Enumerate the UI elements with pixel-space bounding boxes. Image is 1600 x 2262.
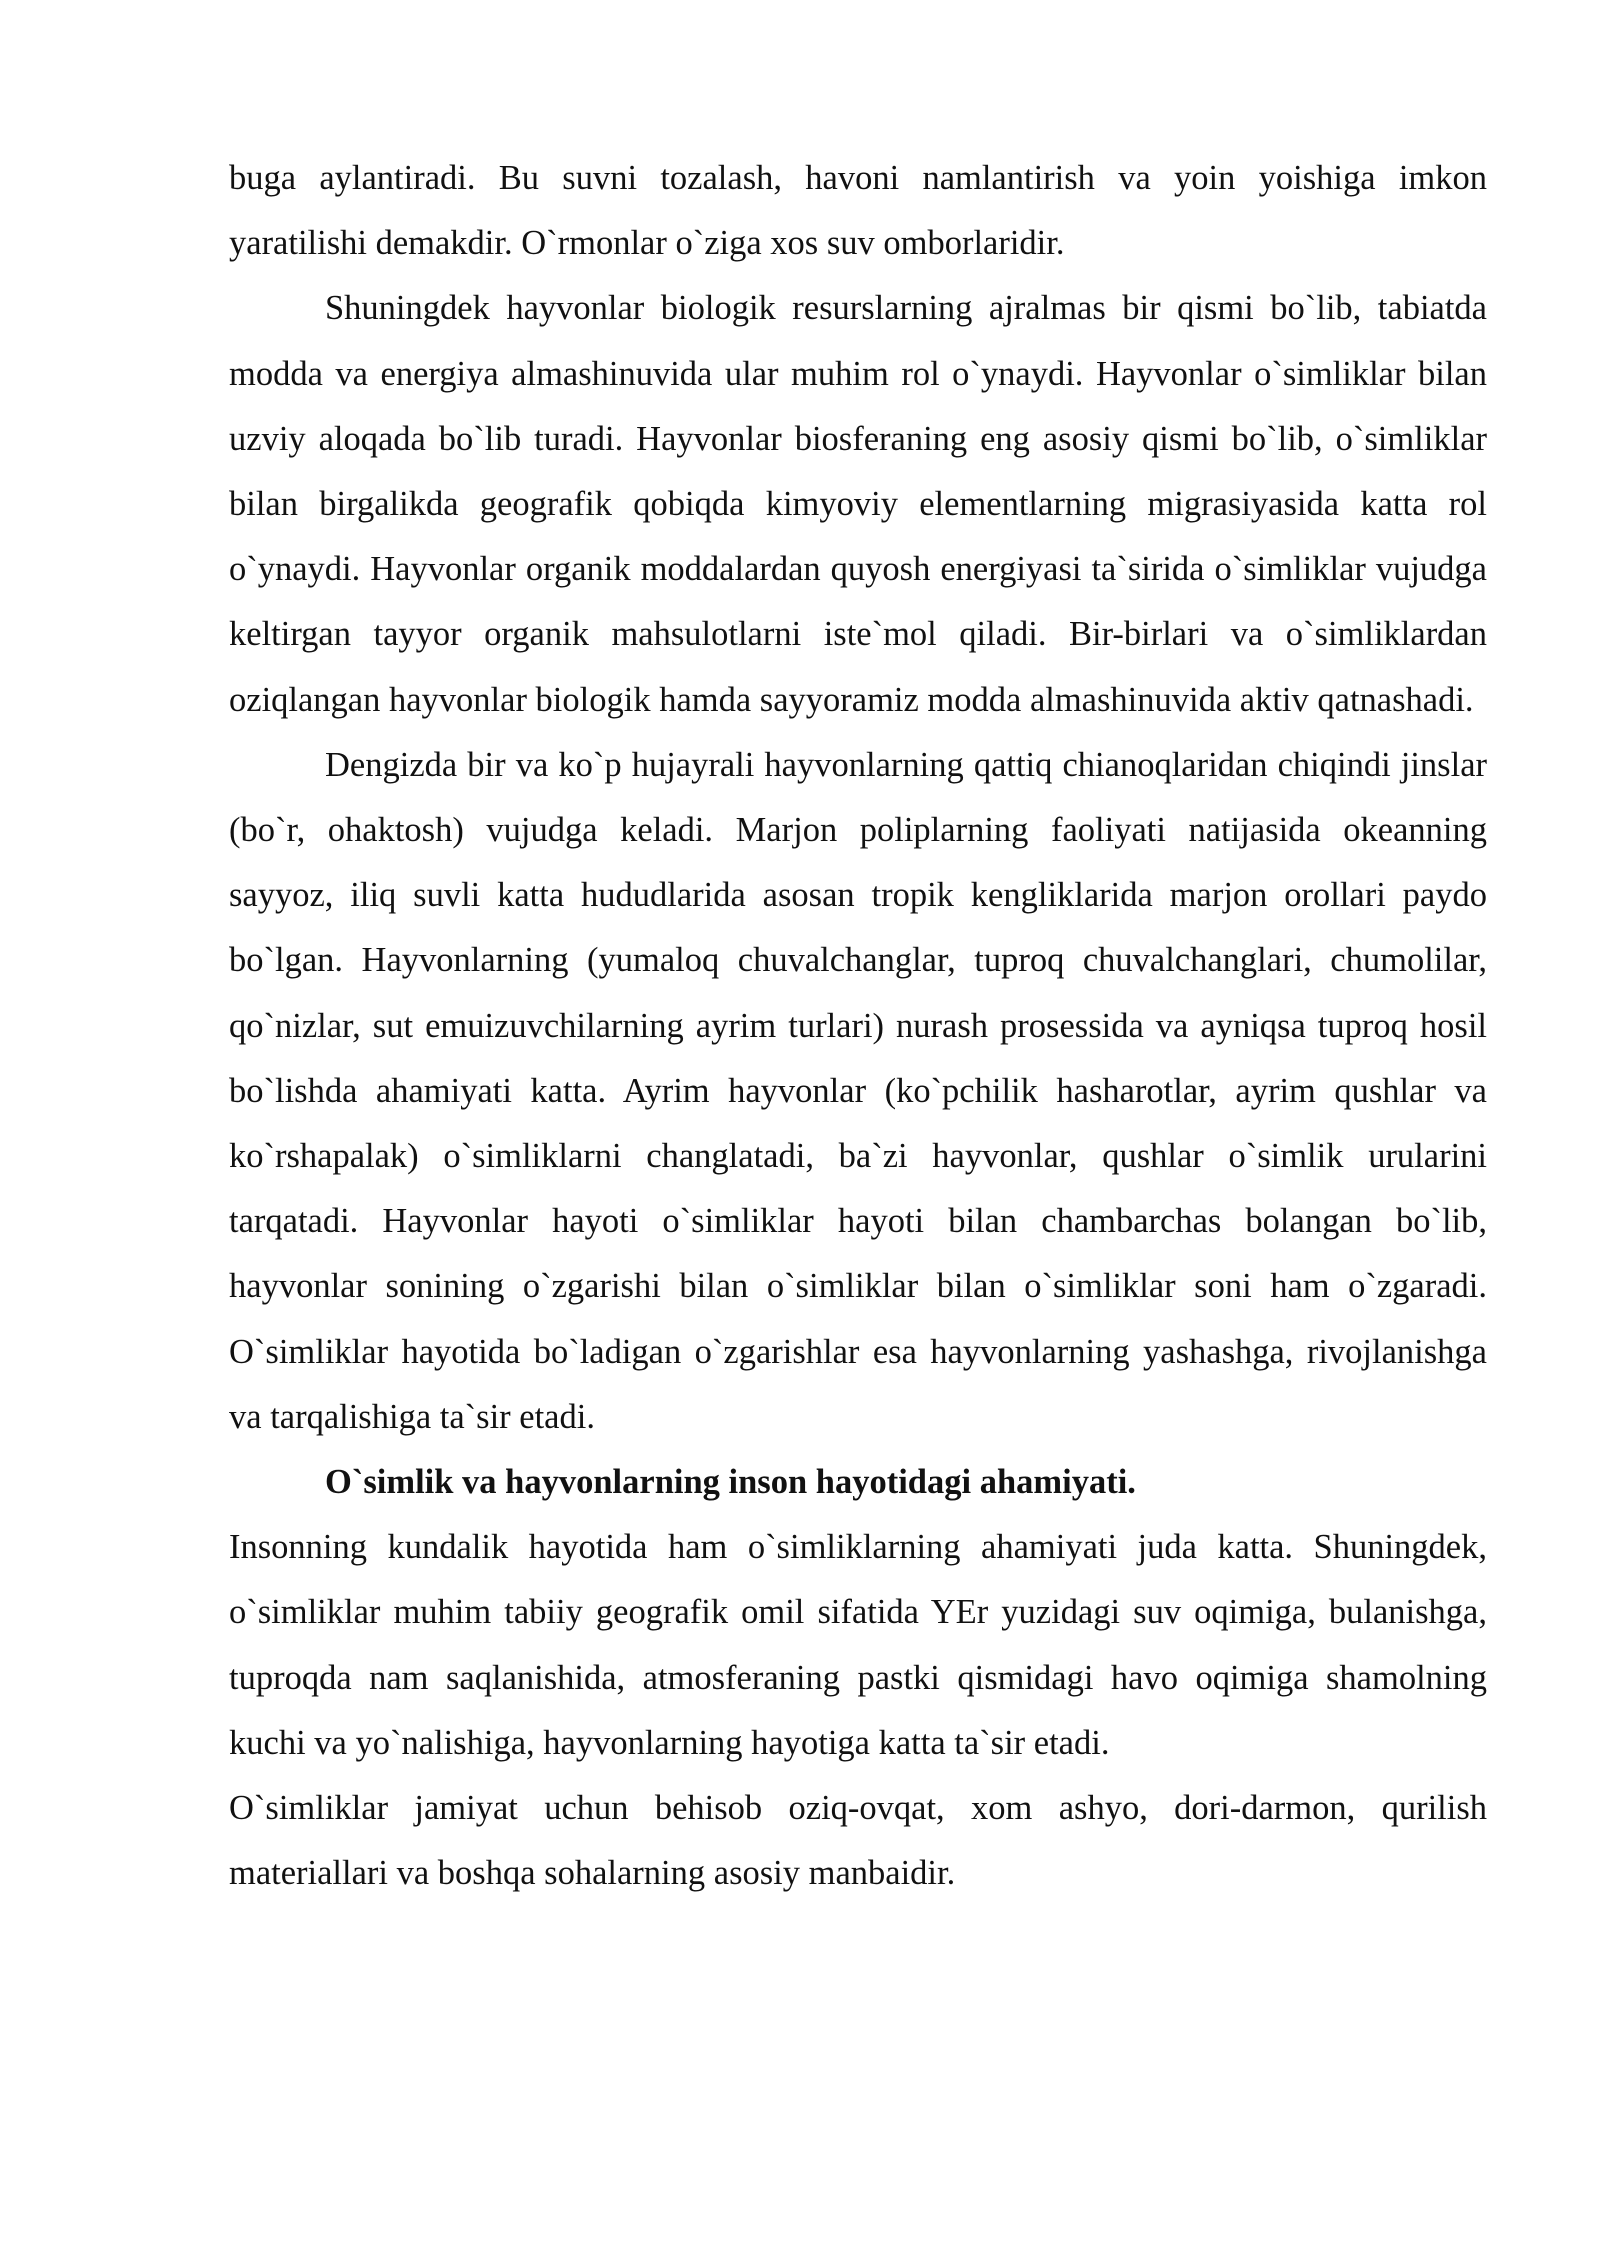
paragraph-sea-animals: Dengizda bir va ko`p hujayrali hayvonlarning qattiq chianoqlaridan chiqindi jinslar (bo`r, ohaktosh) vujudga keladi. Marjon poliplarning faoliyati natijasida okeanning sayyoz, iliq suvli katta hududlarida asosan tropik kengliklarida marjon orollari paydo bo`lgan. Hayvonlarning (yumaloq chuvalchanglar, tuproq chuvalchanglari, chumolilar, qo`nizlar, sut emuizuvchilarning ayrim turlari) nurash prosessida va ayniqsa tuproq hosil bo`lishda ahamiyati katta. Ayrim hayvonlar (ko`pchilik hasharotlar, ayrim qushlar va ko`rshapalak) o`simliklarni changlatadi, ba`zi hayvonlar, qushlar o`simlik urularini tarqatadi. Hayvonlar hayoti o`simliklar hayoti bilan chambarchas bolangan bo`lib, hayvonlar sonining o`zgarishi bilan o`simliklar bilan o`simliklar soni ham o`zgaradi. O`simliklar hayotida bo`ladigan o`zgarishlar esa hayvonlarning yashashga, rivojlanishga va tarqalishiga ta`sir etadi. — [229, 745, 1487, 1436]
paragraph-plants-importance: Insonning kundalik hayotida ham o`simliklarning ahamiyati juda katta. Shuningdek, o`simliklar muhim tabiiy geografik omil sifatida YEr yuzidagi suv oqimiga, bulanishga, tuproqda nam saqlanishida, atmosferaning pastki qismidagi havo oqimiga shamolning kuchi va yo`nalishiga, hayvonlarning hayotiga katta ta`sir etadi. — [229, 1528, 1487, 1762]
paragraph-plants-resources: O`simliklar jamiyat uchun behisob oziq-ovqat, xom ashyo, dori-darmon, qurilish materiallari va boshqa sohalarning asosiy manbaidir. — [229, 1789, 1487, 1893]
paragraph-animals-biological-resources: Shuningdek hayvonlar biologik resurslarning ajralmas bir qismi bo`lib, tabiatda modda va energiya almashinuvida ular muhim rol o`ynaydi. Hayvonlar o`simliklar bilan uzviy aloqada bo`lib turadi. Hayvonlar biosferaning eng asosiy qismi bo`lib, o`simliklar bilan birgalikda geografik qobiqda kimyoviy elementlarning migrasiyasida katta rol o`ynaydi. Hayvonlar organik moddalardan quyosh energiyasi ta`sirida o`simliklar vujudga keltirgan tayyor organik mahsulotlarni iste`mol qiladi. Bir-birlari va o`simliklardan oziqlangan hayvonlar biologik hamda sayyoramiz modda almashinuvida aktiv qatnashadi. — [229, 289, 1487, 719]
document-page — [229, 146, 1487, 1906]
section-heading: O`simlik va hayvonlarning inson hayotidagi ahamiyati. — [325, 1463, 1136, 1502]
paragraph-continuation: buga aylantiradi. Bu suvni tozalash, havoni namlantirish va yoin yoishiga imkon yaratilishi demakdir. O`rmonlar o`ziga xos suv omborlaridir. — [229, 159, 1487, 263]
